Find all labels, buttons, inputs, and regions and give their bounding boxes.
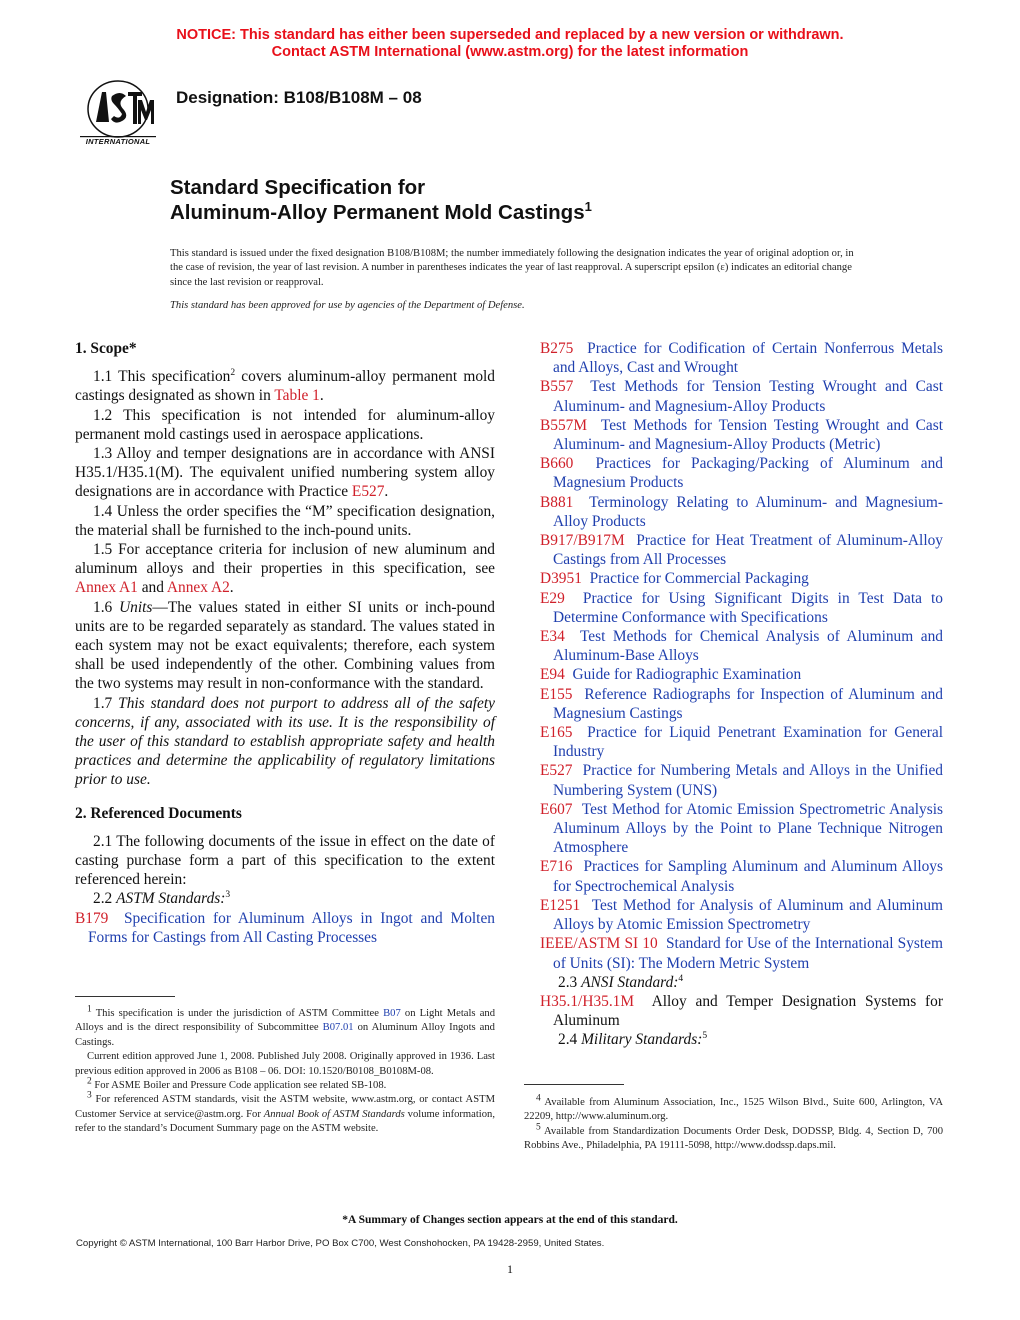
referenced-documents-heading: 2. Referenced Documents — [75, 804, 242, 822]
footnote-1 — [75, 1004, 495, 1050]
clause-text: covers aluminum-alloy permanent mold castings designated as shown in — [75, 368, 495, 405]
reference-code[interactable]: H35.1/H35.1M — [540, 992, 635, 1010]
reference-title[interactable]: Reference Radiographs for Inspection of Aluminum and Magnesium Castings — [553, 685, 943, 722]
copyright-line: Copyright © ASTM International, 100 Barr Harbor Drive, PO Box C700, West Conshohocken, PA 19428-2959, United States. — [76, 1238, 605, 1249]
reference-item[interactable] — [540, 627, 943, 665]
footnote-text: volume information, refer to the standard’s Document Summary page on the ASTM website. — [75, 1108, 495, 1135]
clause-2-4 — [540, 1030, 943, 1049]
table-1-link[interactable]: Table 1 — [274, 387, 320, 405]
left-column — [75, 339, 495, 947]
reference-item[interactable] — [540, 531, 943, 569]
reference-item[interactable] — [540, 493, 943, 531]
reference-title[interactable]: Practice for Using Significant Digits in Test Data to Determine Conformance with Specifications — [553, 589, 943, 626]
reference-item[interactable] — [540, 416, 943, 454]
reference-title[interactable]: Practice for Liquid Penetrant Examination for General Industry — [553, 724, 943, 761]
subcommittee-link[interactable]: B07.01 — [322, 1022, 354, 1034]
clause-subheading: Military Standards: — [581, 1031, 703, 1049]
clause-text: . — [229, 579, 234, 597]
footnote-mark: 2 — [230, 368, 236, 379]
footnote-3 — [75, 1090, 495, 1136]
reference-item[interactable] — [540, 665, 943, 684]
reference-item[interactable] — [75, 909, 495, 947]
clause-1-2: 1.2 This specification is not intended for aluminum-alloy permanent mold castings used in aerospace applications. — [75, 406, 495, 443]
page-number: 1 — [507, 1262, 513, 1276]
reference-item[interactable] — [540, 857, 943, 895]
notice-line-2: Contact ASTM International (www.astm.org) for the latest information — [271, 44, 749, 60]
footnote-divider-right — [524, 1084, 624, 1085]
footnote-italic: Annual Book of ASTM Standards — [263, 1108, 405, 1120]
reference-code[interactable]: B660 — [540, 455, 574, 473]
footnote-mark: 3 — [225, 890, 231, 901]
reference-code[interactable]: B881 — [540, 493, 574, 511]
footnote-edition: Current edition approved June 1, 2008. Published July 2008. Originally approved in 1936. Last previous edition approved in 2006 as B108 – 06. DOI: 10.1520/B0108_B0108M-08. — [75, 1051, 495, 1077]
reference-title[interactable]: Practice for Codification of Certain Nonferrous Metals and Alloys, Cast and Wrought — [553, 340, 943, 377]
clause-text: and — [137, 579, 167, 597]
clause-text: . — [319, 387, 324, 405]
reference-title[interactable]: Test Methods for Tension Testing Wrought and Cast Aluminum- and Magnesium-Alloy Products (Metric) — [553, 416, 943, 454]
footnote-text: For ASME Boiler and Pressure Code application see related SB-108. — [91, 1080, 387, 1092]
footnote-text: Available from Aluminum Association, Inc., 1525 Wilson Blvd., Suite 600, Arlington, VA 22209, http://www.aluminum.org. — [524, 1097, 943, 1123]
right-column — [540, 339, 943, 1050]
reference-code[interactable]: B275 — [540, 340, 574, 357]
clause-text: 1.5 For acceptance criteria for inclusion of new aluminum and aluminum alloys and their properties in this specification, see — [75, 541, 495, 578]
reference-code[interactable]: E1251 — [540, 896, 581, 914]
reference-title[interactable]: Test Methods for Chemical Analysis of Aluminum and Aluminum-Base Alloys — [553, 628, 943, 665]
footnote-mark: 2 — [87, 1076, 92, 1087]
title-line-2 — [170, 200, 592, 225]
clause-text: . — [384, 483, 389, 501]
title-text: Aluminum-Alloy Permanent Mold Castings — [170, 201, 585, 224]
reference-code[interactable]: B557M — [540, 416, 588, 434]
annex-a1-link[interactable]: Annex A1 — [75, 579, 138, 597]
footnote-mark: 4 — [678, 973, 684, 984]
reference-title[interactable]: Guide for Radiographic Examination — [572, 666, 802, 684]
reference-item[interactable] — [540, 934, 943, 972]
clause-text: 1.7 — [93, 694, 119, 712]
reference-title[interactable]: Practice for Commercial Packaging — [589, 570, 809, 588]
reference-item[interactable] — [540, 377, 943, 415]
dod-approval: This standard has been approved for use by agencies of the Department of Defense. — [170, 300, 525, 311]
footnotes-left — [75, 1004, 495, 1137]
footnote-mark: 5 — [702, 1031, 708, 1042]
committee-link[interactable]: B07 — [383, 1008, 401, 1019]
logo-text: INTERNATIONAL — [85, 137, 151, 146]
clause-text: 2.3 — [558, 973, 582, 991]
reference-title[interactable]: Practices for Sampling Aluminum and Aluminum Alloys for Spectrochemical Analysis — [553, 858, 943, 895]
clause-1-4: 1.4 Unless the order specifies the “M” specification designation, the material shall be furnished to the inch-pound units. — [75, 502, 495, 539]
footnote-mark: 5 — [536, 1122, 541, 1133]
reference-code[interactable]: E716 — [540, 858, 573, 876]
reference-code[interactable]: E29 — [540, 589, 565, 607]
title-line-1: Standard Specification for — [170, 176, 426, 199]
clause-text: 2.4 — [558, 1031, 582, 1049]
reference-item[interactable] — [540, 589, 943, 627]
clause-1-3 — [75, 444, 495, 502]
clause-1-7 — [75, 694, 495, 790]
reference-code[interactable]: E165 — [540, 724, 573, 742]
clause-text: 2.2 — [93, 890, 117, 908]
ansi-reference-item[interactable] — [540, 992, 943, 1030]
document-title — [170, 175, 592, 225]
safety-caveat: This standard does not purport to address all of the safety concerns, if any, associated with its use. It is the responsibility of the user of this standard to establish appropriate safety and health practices and determine the applicability of regulatory limitations prior to use. — [75, 694, 496, 789]
reference-title[interactable]: Terminology Relating to Aluminum- and Magnesium-Alloy Products — [553, 493, 943, 530]
clause-text: 1.1 This specification — [93, 368, 231, 386]
footnote-mark: 3 — [87, 1090, 92, 1101]
footnote-divider-left — [75, 996, 175, 997]
reference-title[interactable]: Practice for Heat Treatment of Aluminum-Alloy Castings from All Processes — [553, 532, 943, 569]
clause-1-6 — [75, 598, 495, 694]
reference-code[interactable]: D3951 — [540, 570, 582, 588]
reference-title[interactable]: Specification for Aluminum Alloys in Ingot and Molten Forms for Castings from All Casting Processes — [88, 909, 495, 946]
footnote-text: For referenced ASTM standards, visit the ASTM website, www.astm.org, or contact ASTM Customer Service at service@astm.org. For — [75, 1094, 495, 1120]
reference-code[interactable]: E34 — [540, 628, 565, 646]
issuance-statement: This standard is issued under the fixed designation B108/B108M; the number immediately following the designation indicates the year of original adoption or, in the case of revision, the year of last revision. A number in parentheses indicates the year of last reapproval. A superscript epsilon (ε) indicates an editorial change since the last revision or reapproval. — [170, 248, 854, 288]
summary-of-changes-note: *A Summary of Changes section appears at the end of this standard. — [342, 1214, 678, 1226]
footnote-4 — [524, 1093, 943, 1125]
clause-subheading: ANSI Standard: — [581, 973, 679, 991]
clause-2-1: 2.1 The following documents of the issue in effect on the date of casting purchase form a part of this specification to the extent referenced herein: — [75, 832, 495, 889]
reference-item[interactable] — [540, 800, 943, 858]
reference-item[interactable] — [540, 569, 943, 588]
footnote-text: on Light Metals and Alloys and is the direct responsibility of Subcommittee — [75, 1008, 495, 1034]
clause-text: 1.3 Alloy and temper designations are in accordance with ANSI H35.1/H35.1(M). The equivalent unified numbering system alloy designations are in accordance with Practice — [75, 445, 495, 501]
reference-title[interactable]: Test Method for Atomic Emission Spectrometric Analysis Aluminum Alloys by the Point to Plane Technique Nitrogen Atmosphere — [553, 800, 943, 857]
footnote-mark: 4 — [536, 1093, 541, 1104]
reference-title[interactable]: Standard for Use of the International System of Units (SI): The Modern Metric System — [553, 935, 943, 972]
clause-1-1 — [75, 367, 495, 405]
reference-title[interactable]: Practice for Numbering Metals and Alloys in the Unified Numbering System (UNS) — [553, 762, 944, 799]
footnotes-right — [524, 1093, 943, 1154]
reference-item[interactable] — [540, 896, 943, 934]
reference-item[interactable] — [540, 685, 943, 723]
astm-logo — [76, 78, 160, 150]
reference-item[interactable] — [540, 723, 943, 761]
reference-item[interactable] — [540, 339, 943, 377]
clause-subheading: Units — [119, 598, 153, 616]
reference-code[interactable]: B917/B917M — [540, 532, 625, 550]
footnote-5 — [524, 1122, 943, 1154]
clause-1-5 — [75, 540, 495, 598]
clause-2-2 — [75, 889, 495, 908]
designation: Designation: B108/B108M – 08 — [176, 88, 422, 107]
footnote-text: Available from Standardization Documents Order Desk, DODSSP, Bldg. 4, Section D, 700 Robbins Ave., Philadelphia, PA 19111-5098, http://www.dodssp.daps.mil. — [524, 1125, 943, 1152]
footnote-text: on Aluminum Alloy Ingots and Castings. — [75, 1022, 495, 1048]
clause-text: —The values stated in either SI units or inch-pound units are to be regarded separately as standard. The values stated in each system may not be exact equivalents; therefore, each system shall be used independently of the other. Combining values from the two systems may result in non-conformance with the standard. — [75, 598, 495, 693]
supersede-notice — [0, 27, 1020, 61]
clause-text: 1.6 — [93, 598, 120, 616]
clause-2-3 — [540, 973, 943, 992]
reference-title: Alloy and Temper Designation Systems for Aluminum — [553, 992, 943, 1030]
reference-code[interactable]: B179 — [75, 909, 109, 927]
reference-code[interactable]: B557 — [540, 378, 574, 396]
reference-item[interactable] — [540, 761, 943, 799]
reference-title[interactable]: Practices for Packaging/Packing of Aluminum and Magnesium Products — [553, 455, 944, 492]
clause-subheading: ASTM Standards: — [116, 890, 226, 908]
footnote-text: This specification is under the jurisdiction of ASTM Committee — [91, 1008, 384, 1019]
reference-code[interactable]: E607 — [540, 800, 573, 818]
footnote-mark: 1 — [87, 1004, 92, 1015]
reference-code[interactable]: IEEE/ASTM SI 10 — [540, 935, 658, 953]
scope-heading: 1. Scope* — [75, 340, 137, 357]
footnote-2 — [75, 1076, 495, 1093]
reference-code[interactable]: E527 — [540, 762, 573, 780]
reference-item[interactable] — [540, 454, 943, 492]
e527-link[interactable]: E527 — [351, 483, 385, 501]
reference-code[interactable]: E94 — [540, 666, 565, 684]
reference-title[interactable]: Test Method for Analysis of Aluminum and Aluminum Alloys by Atomic Emission Spectrometry — [553, 896, 943, 934]
title-footnote-mark: 1 — [584, 199, 592, 215]
reference-title[interactable]: Test Methods for Tension Testing Wrought and Cast Aluminum- and Magnesium-Alloy Products — [553, 378, 944, 415]
notice-line-1: NOTICE: This standard has either been superseded and replaced by a new version or withdrawn. — [176, 27, 844, 43]
reference-code[interactable]: E155 — [540, 685, 573, 703]
annex-a2-link[interactable]: Annex A2 — [166, 579, 230, 597]
